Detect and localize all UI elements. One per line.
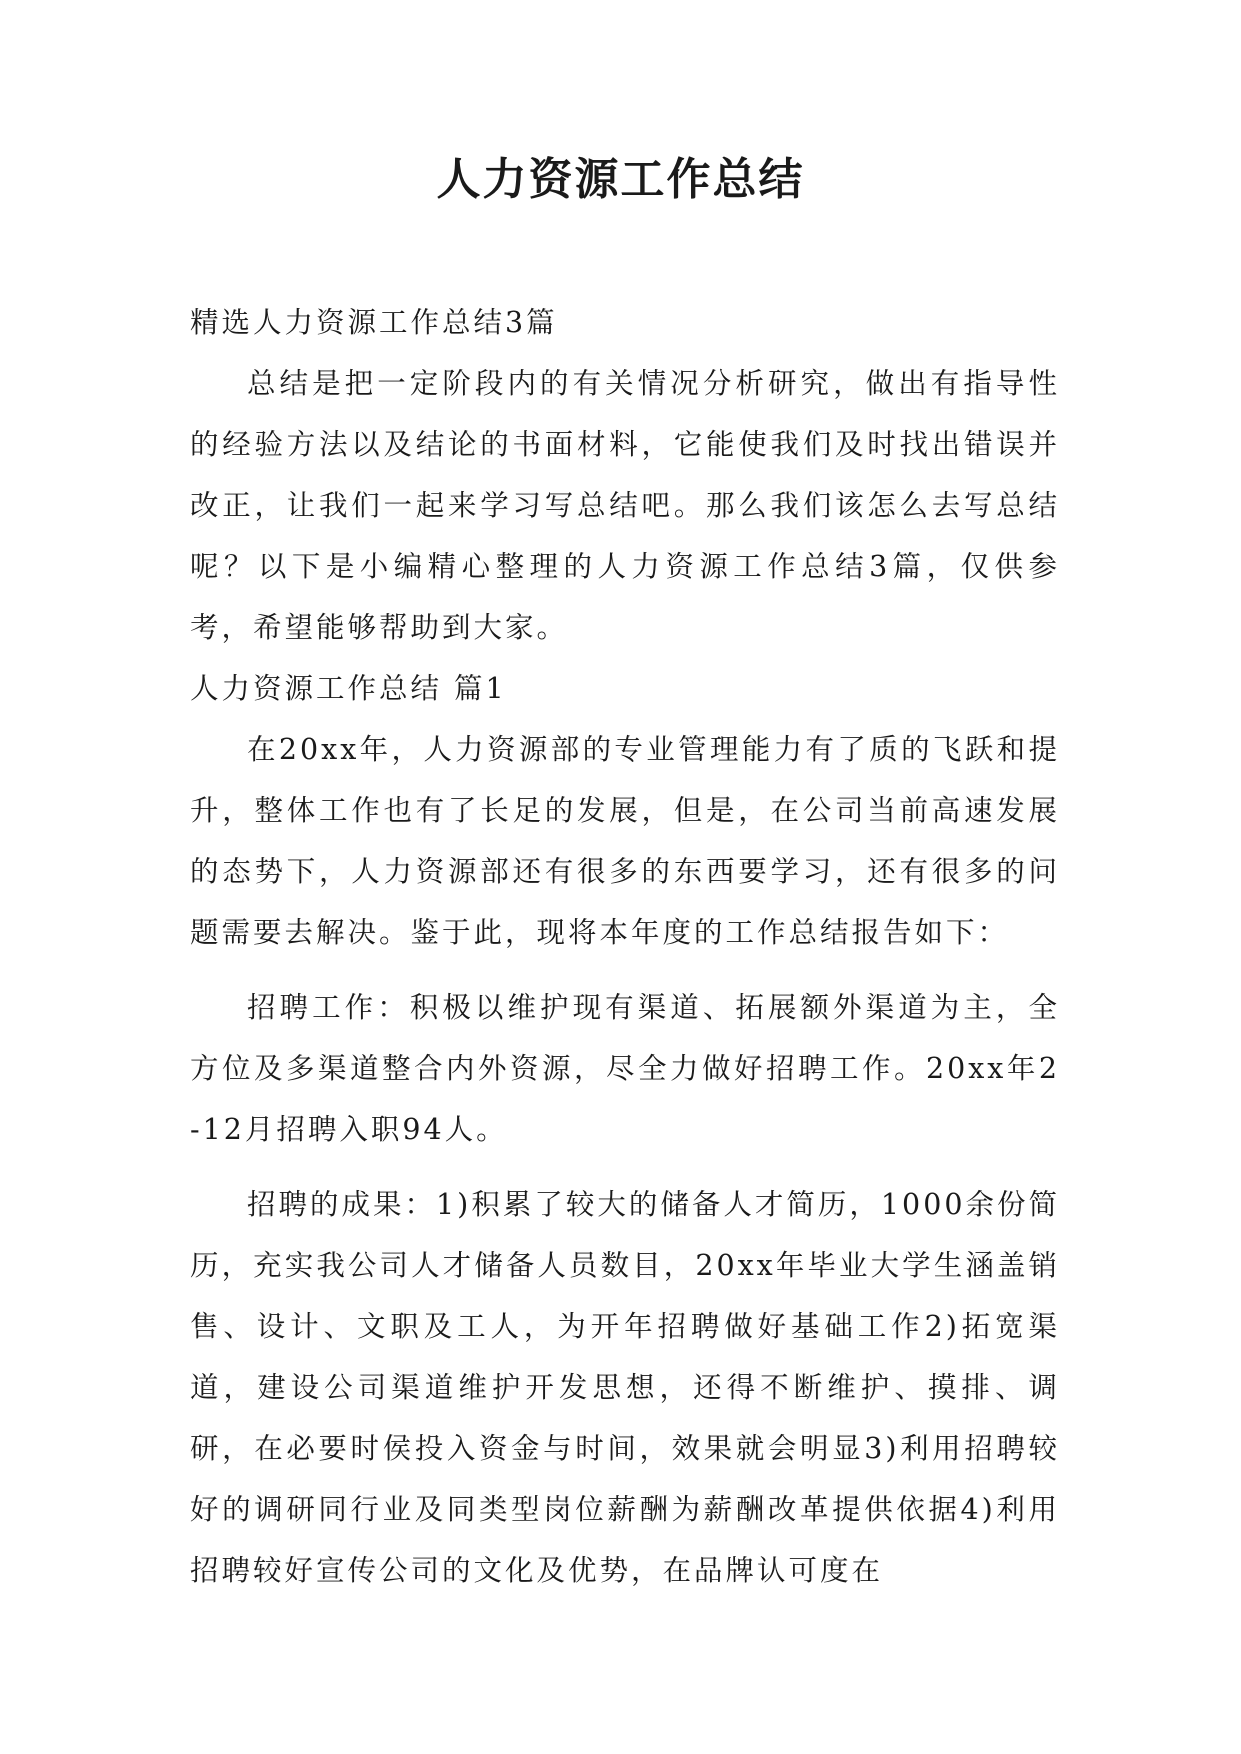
body-paragraph: 在20xx年，人力资源部的专业管理能力有了质的飞跃和提升，整体工作也有了长足的发展，但是，在公司当前高速发展的态势下，人力资源部还有很多的东西要学习，还有很多的问题需要去解决。鉴于此，现将本年度的工作总结报告如下： — [190, 733, 1060, 949]
section-heading: 人力资源工作总结 篇1 — [190, 672, 507, 705]
section-heading: 精选人力资源工作总结3篇 — [190, 306, 558, 339]
body-paragraph: 招聘工作：积极以维护现有渠道、拓展额外渠道为主，全方位及多渠道整合内外资源，尽全力做好招聘工作。20xx年2-12月招聘入职94人。 — [190, 991, 1060, 1146]
document-title: 人力资源工作总结 — [436, 154, 805, 205]
body-paragraph: 招聘的成果：1)积累了较大的储备人才简历，1000余份简历，充实我公司人才储备人员数目，20xx年毕业大学生涵盖销售、设计、文职及工人，为开年招聘做好基础工作2)拓宽渠道，建设公司渠道维护开发思想，还得不断维护、摸排、调研，在必要时侯投入资金与时间，效果就会明显3)利用招聘较好的调研同行业及同类型岗位薪酬为薪酬改革提供依据4)利用招聘较好宣传公司的文化及优势，在品牌认可度在 — [190, 1188, 1060, 1587]
intro-paragraph: 总结是把一定阶段内的有关情况分析研究，做出有指导性的经验方法以及结论的书面材料，它能使我们及时找出错误并改正，让我们一起来学习写总结吧。那么我们该怎么去写总结呢？以下是小编精心整理的人力资源工作总结3篇，仅供参考，希望能够帮助到大家。 — [190, 367, 1060, 644]
document-body — [190, 292, 1060, 1601]
